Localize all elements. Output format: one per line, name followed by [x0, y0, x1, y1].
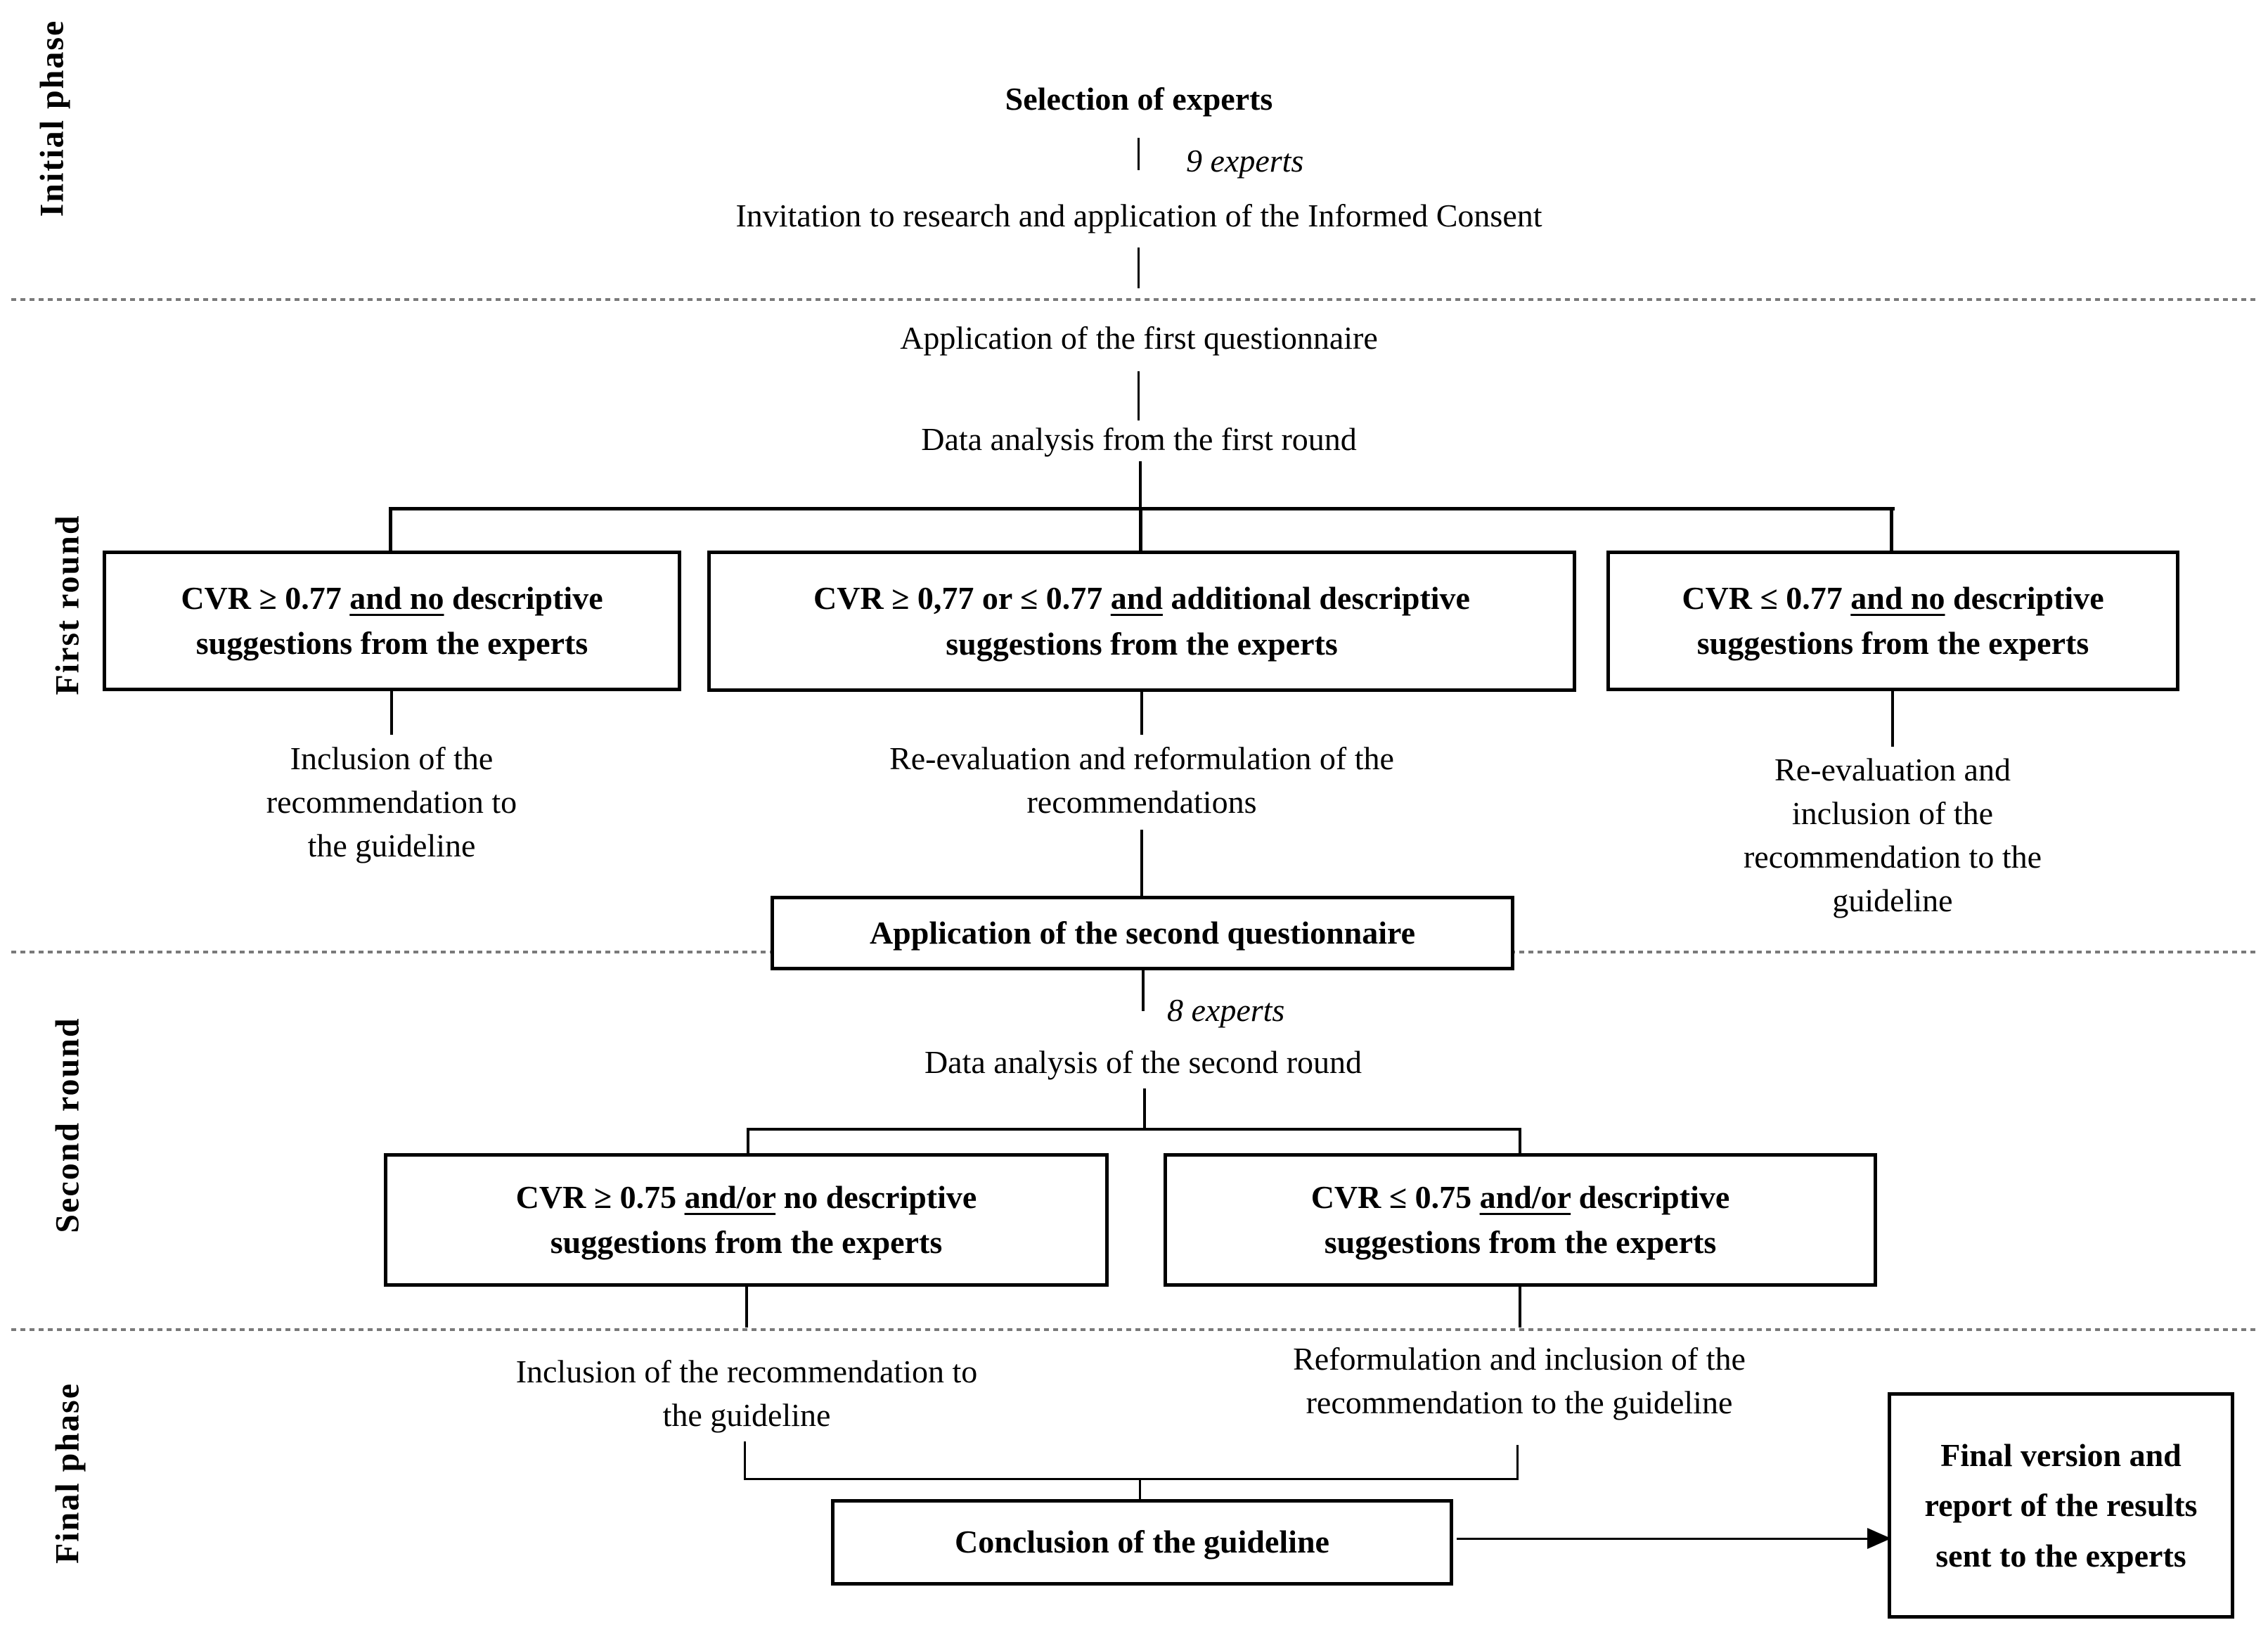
criteria-underlined: and/or	[1479, 1178, 1571, 1215]
first-analysis-label: Data analysis from the first round	[921, 421, 1357, 457]
bracket-stub-center	[1139, 1478, 1141, 1500]
second-questionnaire-box	[771, 896, 1514, 970]
phase-label-initial: Initial phase	[33, 19, 71, 217]
bracket-stub-left	[744, 1441, 746, 1480]
connector-box2-to-outcome2	[1140, 691, 1143, 735]
outcome-reevaluation-reformulation: Re-evaluation and reformulation of the recommendations	[889, 740, 1394, 821]
connector-box3-to-outcome3	[1891, 691, 1894, 747]
criteria-text: additional descriptive suggestions from the experts	[946, 580, 1470, 662]
final-version-box	[1888, 1392, 2234, 1619]
bracket-stub-right	[1516, 1445, 1519, 1480]
criteria-text: CVR ≥ 0,77 or ≤ 0.77	[813, 580, 1111, 617]
phase-label-second-round: Second round	[49, 1017, 86, 1233]
first-questionnaire-label: Application of the first questionnaire	[900, 320, 1378, 356]
criteria-text: CVR ≤ 0.75	[1310, 1178, 1480, 1215]
criteria-box-cvr-le-075	[1164, 1153, 1877, 1287]
final-outcome-reformulation: Reformulation and inclusion of the recommendation to the guideline	[1293, 1341, 1746, 1421]
eight-experts-label: 8 experts	[1167, 992, 1285, 1028]
criteria-text: CVR ≤ 0.77	[1682, 579, 1851, 616]
criteria-text: no descriptive suggestions from the experts	[550, 1178, 977, 1260]
phase-separator-1	[11, 298, 2257, 301]
second-analysis-label: Data analysis of the second round	[924, 1044, 1362, 1080]
phase-separator-3	[11, 1328, 2257, 1331]
criteria-text: CVR ≥ 0.77	[181, 579, 350, 616]
bracket-horizontal-line	[744, 1478, 1519, 1480]
conclusion-label: Conclusion of the guideline	[955, 1524, 1329, 1560]
criteria-text: descriptive suggestions from the experts	[1696, 579, 2104, 661]
branch1-stub-right	[1890, 507, 1893, 551]
branch1-stub-middle	[1139, 507, 1142, 551]
selection-of-experts-label: Selection of experts	[1005, 81, 1273, 117]
connector-invitation-to-questionnaire1	[1138, 248, 1140, 288]
criteria-underlined: and no	[349, 579, 444, 616]
branch1-stub-left	[389, 507, 392, 551]
final-version-label: Final version and report of the results sent to the experts	[1924, 1437, 2198, 1574]
criteria-box-cvr-ge-077	[103, 551, 681, 691]
branch2-horizontal-line	[747, 1128, 1521, 1131]
criteria-text: descriptive suggestions from the experts	[195, 579, 603, 661]
branch2-stub-left	[747, 1128, 749, 1153]
connector-questionnaire2-down	[1142, 970, 1145, 1011]
outcome-inclusion-guideline: Inclusion of the recommendation to the guideline	[266, 740, 517, 864]
nine-experts-label: 9 experts	[1186, 143, 1304, 179]
connector-selection-to-invitation	[1138, 138, 1140, 170]
connector-srbox2-down	[1519, 1287, 1521, 1328]
criteria-text: descriptive suggestions from the experts	[1324, 1178, 1730, 1260]
branch1-horizontal-line	[390, 507, 1895, 510]
outcome-reevaluation-inclusion: Re-evaluation and inclusion of the recommendation to the guideline	[1743, 752, 2042, 919]
connector-box1-to-outcome1	[390, 691, 393, 735]
criteria-underlined: and no	[1850, 579, 1945, 616]
criteria-underlined: and	[1110, 580, 1163, 617]
criteria-text: CVR ≥ 0.75	[515, 1178, 685, 1215]
connector-analysis2-to-branch2	[1143, 1088, 1146, 1128]
phase-label-first-round: First round	[49, 514, 86, 695]
connector-questionnaire1-to-analysis1	[1138, 371, 1140, 420]
arrow-line	[1457, 1538, 1887, 1540]
criteria-box-cvr-le-077	[1606, 551, 2179, 691]
invitation-label: Invitation to research and application of the Informed Consent	[735, 198, 1542, 233]
connector-srbox1-down	[745, 1287, 748, 1328]
connector-outcome2-to-questionnaire2	[1140, 830, 1143, 896]
second-questionnaire-label: Application of the second questionnaire	[869, 914, 1416, 951]
criteria-box-cvr-ge-075	[384, 1153, 1109, 1287]
branch2-stub-right	[1519, 1128, 1521, 1153]
final-outcome-inclusion: Inclusion of the recommendation to the guideline	[515, 1354, 978, 1434]
conclusion-box	[831, 1499, 1453, 1586]
phase-label-final: Final phase	[49, 1382, 86, 1564]
criteria-box-cvr-mixed-077	[707, 551, 1576, 692]
connector-analysis1-to-branch1	[1139, 461, 1142, 508]
criteria-underlined: and/or	[684, 1178, 776, 1215]
